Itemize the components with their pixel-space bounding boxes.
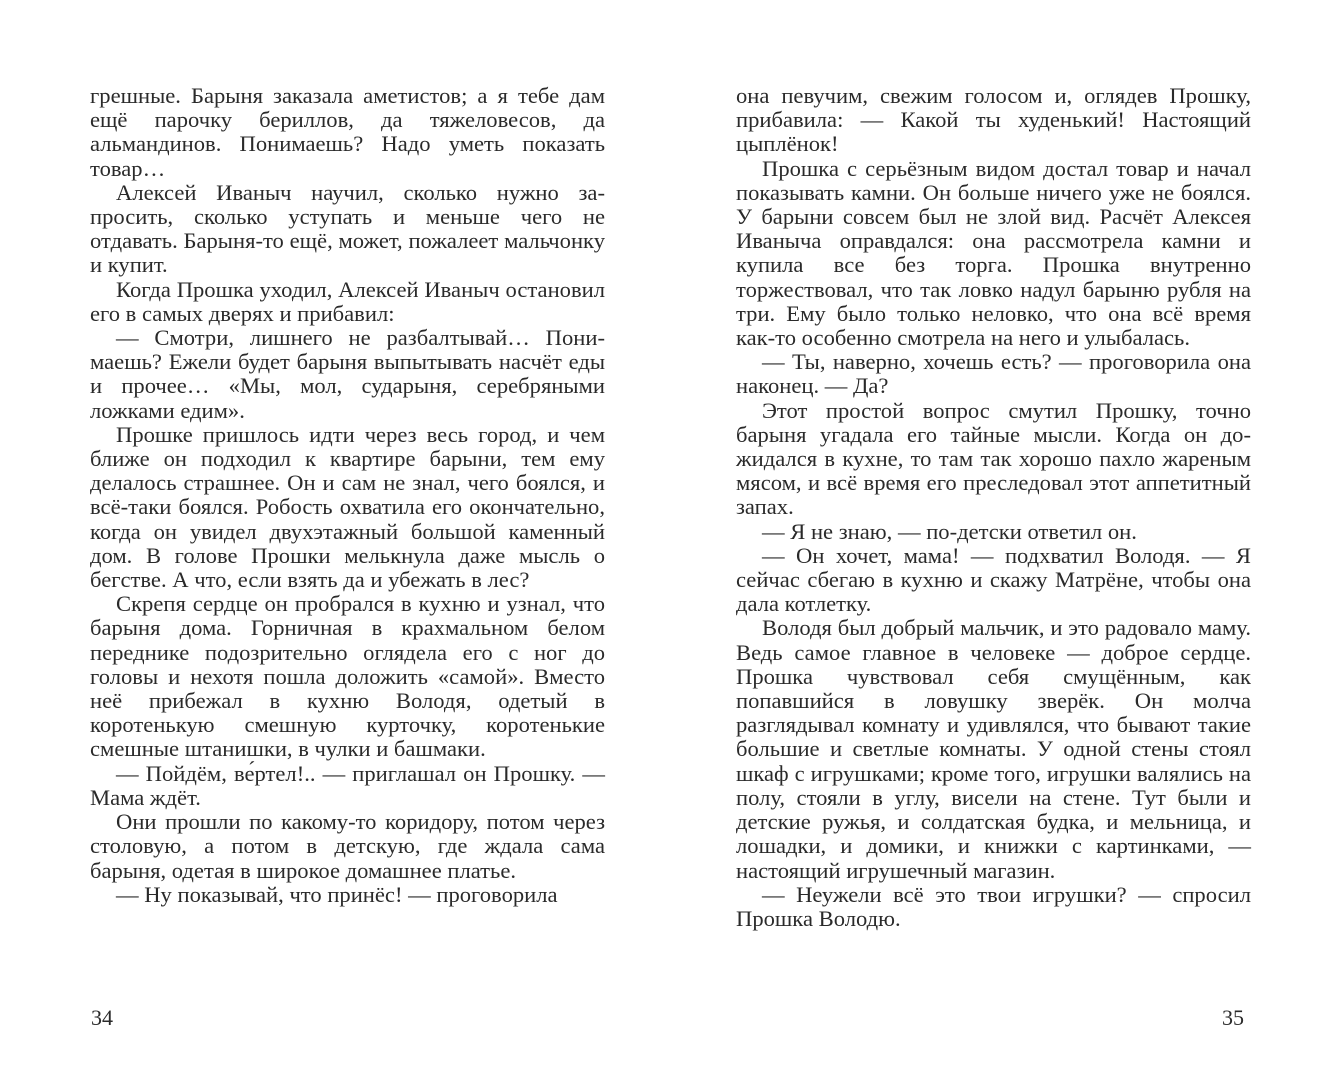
right-paragraph-3: — Ты, наверно, хочешь есть? — проговорила она наконец. — Да? — [736, 349, 1251, 399]
right-paragraph-4: Этот простой вопрос смутил Прошку, точно барыня угадала его тайные мысли. Когда он дожидался в кухне, то там так хорошо пахло жареным мясом, и всё время его преследовал этот аппетитный запах. — [736, 397, 1251, 520]
right-paragraph-1: она певучим, свежим голосом и, оглядев Прошку, прибавила: — Какой ты худенький! Настоящий цыплёнок! — [736, 83, 1251, 157]
left-paragraph-3: Когда Прошка уходил, Алексей Иваныч остановил его в самых дверях и прибавил: — [90, 276, 605, 326]
left-paragraph-5: Прошке пришлось идти через весь город, и чем ближе он подходил к квартире барыни, тем ему делалось страшнее. Он и сам не знал, чего боялся, и всё-таки боялся. Робость охватила его окончательно, когда он увидел двухэтажный большой каменный дом. В голове Прошки мелькнула даже мысль о бегстве. А что, если взять да и убежать в лес? — [90, 421, 605, 593]
left-paragraph-1: грешные. Барыня заказала аметистов; а я тебе дам ещё парочку бериллов, да тяжеловесов, да альмандинов. Понимаешь? Надо уметь показать товар… — [90, 83, 605, 181]
left-paragraph-4: — Смотри, лишнего не разбалтывай… Понимаешь? Ежели будет барыня выпытывать насчёт еды и прочее… «Мы, мол, сударыня, серебряными ложками едим». — [90, 325, 605, 423]
right-paragraph-8: — Неужели всё это твои игрушки? — спросил Прошка Володю. — [736, 881, 1251, 931]
left-page-number: 34 — [91, 1005, 113, 1030]
right-paragraph-7: Володя был добрый мальчик, и это радовало маму. Ведь самое главное в человеке — доброе сердце. Прошка чувствовал себя смущённым, как попавшийся в ловушку зверёк. Он молча разглядывал комнату и удивлялся, что бывают такие большие и светлые комнаты. У одной стены стоял шкаф с игрушками; кроме того, игрушки валялись на полу, стояли в углу, висели на стене. Тут были и детские ружья, и солдатская будка, и мельница, и лошадки, и домики, и книжки с картинками, — настоящий игрушечный магазин. — [736, 615, 1251, 883]
left-paragraph-6: Скрепя сердце он пробрался в кухню и узнал, что барыня дома. Горничная в крахмальном белом переднике подозрительно оглядела его с ног до головы и нехотя пошла доложить «самой». Вместо неё прибежал в кухню Володя, одетый в коротенькую смешную курточку, коротенькие смешные штанишки, в чулки и башмаки. — [90, 591, 605, 762]
left-page-text — [90, 84, 605, 907]
left-paragraph-9: — Ну показывай, что принёс! — проговорила — [116, 881, 558, 907]
right-paragraph-6: — Он хочет, мама! — подхватил Володя. — Я сейчас сбегаю в кухню и скажу Матрёне, чтобы она дала котлетку. — [736, 542, 1251, 617]
left-paragraph-8: Они прошли по какому-то коридору, потом через столовую, а потом в детскую, где ждала сама барыня, одетая в широкое домашнее платье. — [90, 809, 605, 883]
left-paragraph-7: — Пойдём, ве́ртел!.. — приглашал он Прошку. — Мама ждёт. — [90, 760, 605, 810]
right-paragraph-5: — Я не знаю, — по-детски ответил он. — [762, 518, 1137, 544]
left-paragraph-2: Алексей Иваныч научил, сколько нужно запросить, сколько уступать и меньше чего не отдавать. Барыня-то ещё, может, пожалеет мальчонку и купит. — [90, 179, 605, 278]
right-page-number: 35 — [1222, 1005, 1244, 1030]
right-paragraph-2: Прошка с серьёзным видом достал товар и начал показывать камни. Он больше ничего уже не боялся. У барыни совсем был не злой вид. Расчёт Алексея Иваныча оправдался: она рассмотрела камни и купила все без торга. Прошка внутренно торжествовал, что так ловко надул барыню рубля на три. Ему было только неловко, что она всё время как-то особенно смотрела на него и улыбалась. — [736, 155, 1251, 351]
right-page-text — [736, 84, 1251, 931]
